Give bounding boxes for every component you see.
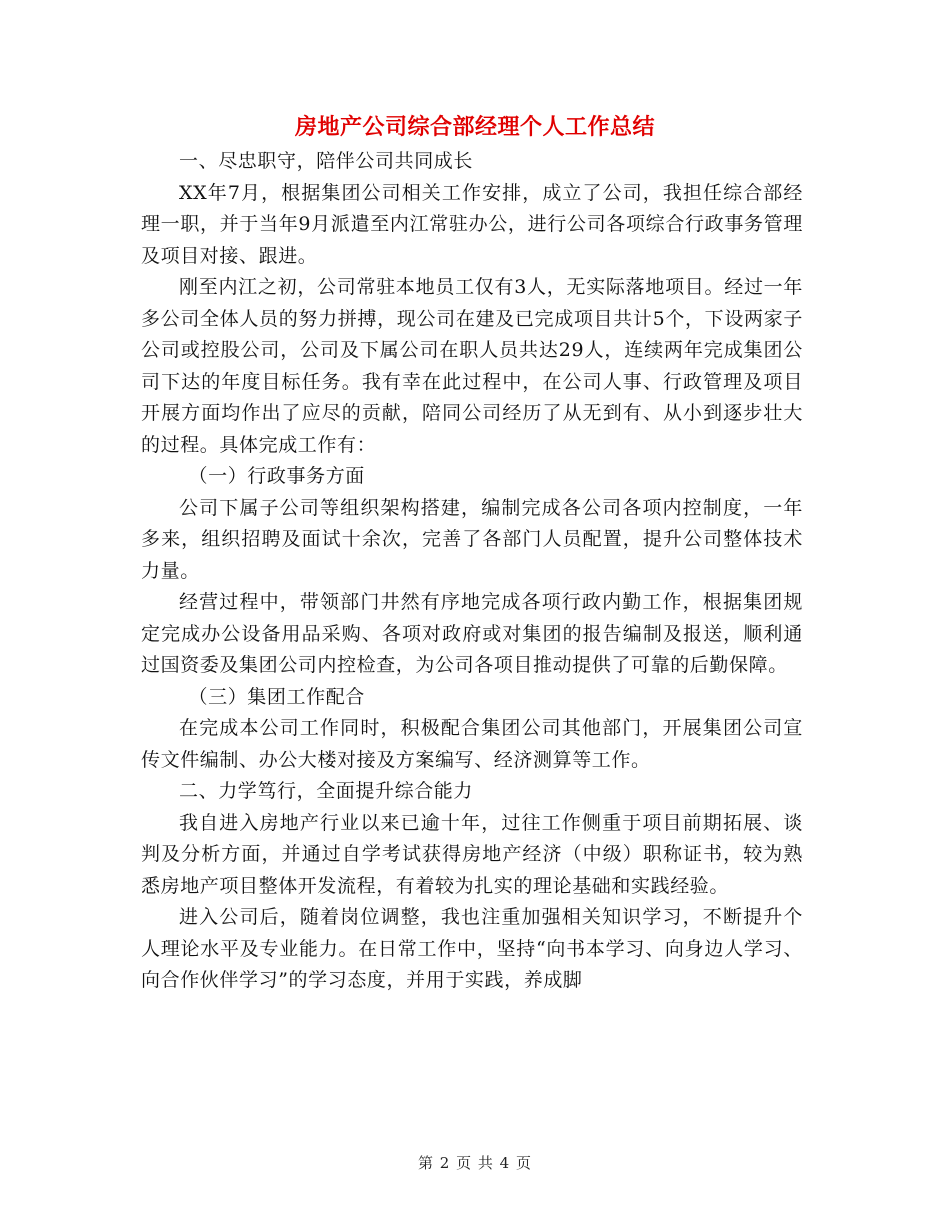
paragraph: 在完成本公司工作同时，积极配合集团公司其他部门，开展集团公司宣传文件编制、办公大楼对接及方案编写、经济测算等工作。 [141, 717, 803, 771]
subsection-heading-group: （三）集团工作配合 [188, 685, 365, 708]
paragraph: 公司下属子公司等组织架构搭建，编制完成各公司各项内控制度，一年多来，组织招聘及面试十余次，完善了各部门人员配置，提升公司整体技术力量。 [141, 496, 803, 582]
paragraph: 刚至内江之初，公司常驻本地员工仅有3人，无实际落地项目。经过一年多公司全体人员的努力拼搏，现公司在建及已完成项目共计5个，下设两家子公司或控股公司，公司及下属公司在职人员共达29人，连续两年完成集团公司下达的年度目标任务。我有幸在此过程中，在公司人事、行政管理及项目开展方面均作出了应尽的贡献，陪同公司经历了从无到有、从小到逐步壮大的过程。具体完成工作有： [141, 276, 803, 456]
document-body [141, 146, 803, 997]
document-title: 房地产公司综合部经理个人工作总结 [294, 114, 655, 140]
page-number-footer: 第 2 页 共 4 页 [418, 1154, 532, 1172]
section-heading-1: 一、尽忠职守，陪伴公司共同成长 [179, 150, 474, 172]
subsection-heading-admin: （一）行政事务方面 [188, 465, 365, 487]
paragraph: 我自进入房地产行业以来已逾十年，过往工作侧重于项目前期拓展、谈判及分析方面，并通过自学考试获得房地产经济（中级）职称证书，较为熟悉房地产项目整体开发流程，有着较为扎实的理论基础和实践经验。 [141, 811, 803, 897]
paragraph: XX年7月，根据集团公司相关工作安排，成立了公司，我担任综合部经理一职，并于当年9月派遣至内江常驻办公，进行公司各项综合行政事务管理及项目对接、跟进。 [141, 181, 803, 267]
paragraph: 进入公司后，随着岗位调整，我也注重加强相关知识学习，不断提升个人理论水平及专业能力。在日常工作中，坚持“向书本学习、向身边人学习、向合作伙伴学习”的学习态度，并用于实践，养成脚 [141, 906, 803, 991]
paragraph: 经营过程中，带领部门井然有序地完成各项行政内勤工作，根据集团规定完成办公设备用品采购、各项对政府或对集团的报告编制及报送，顺利通过国资委及集团公司内控检查，为公司各项目推动提供了可靠的后勤保障。 [141, 591, 803, 676]
section-heading-2: 二、力学笃行，全面提升综合能力 [179, 780, 474, 802]
